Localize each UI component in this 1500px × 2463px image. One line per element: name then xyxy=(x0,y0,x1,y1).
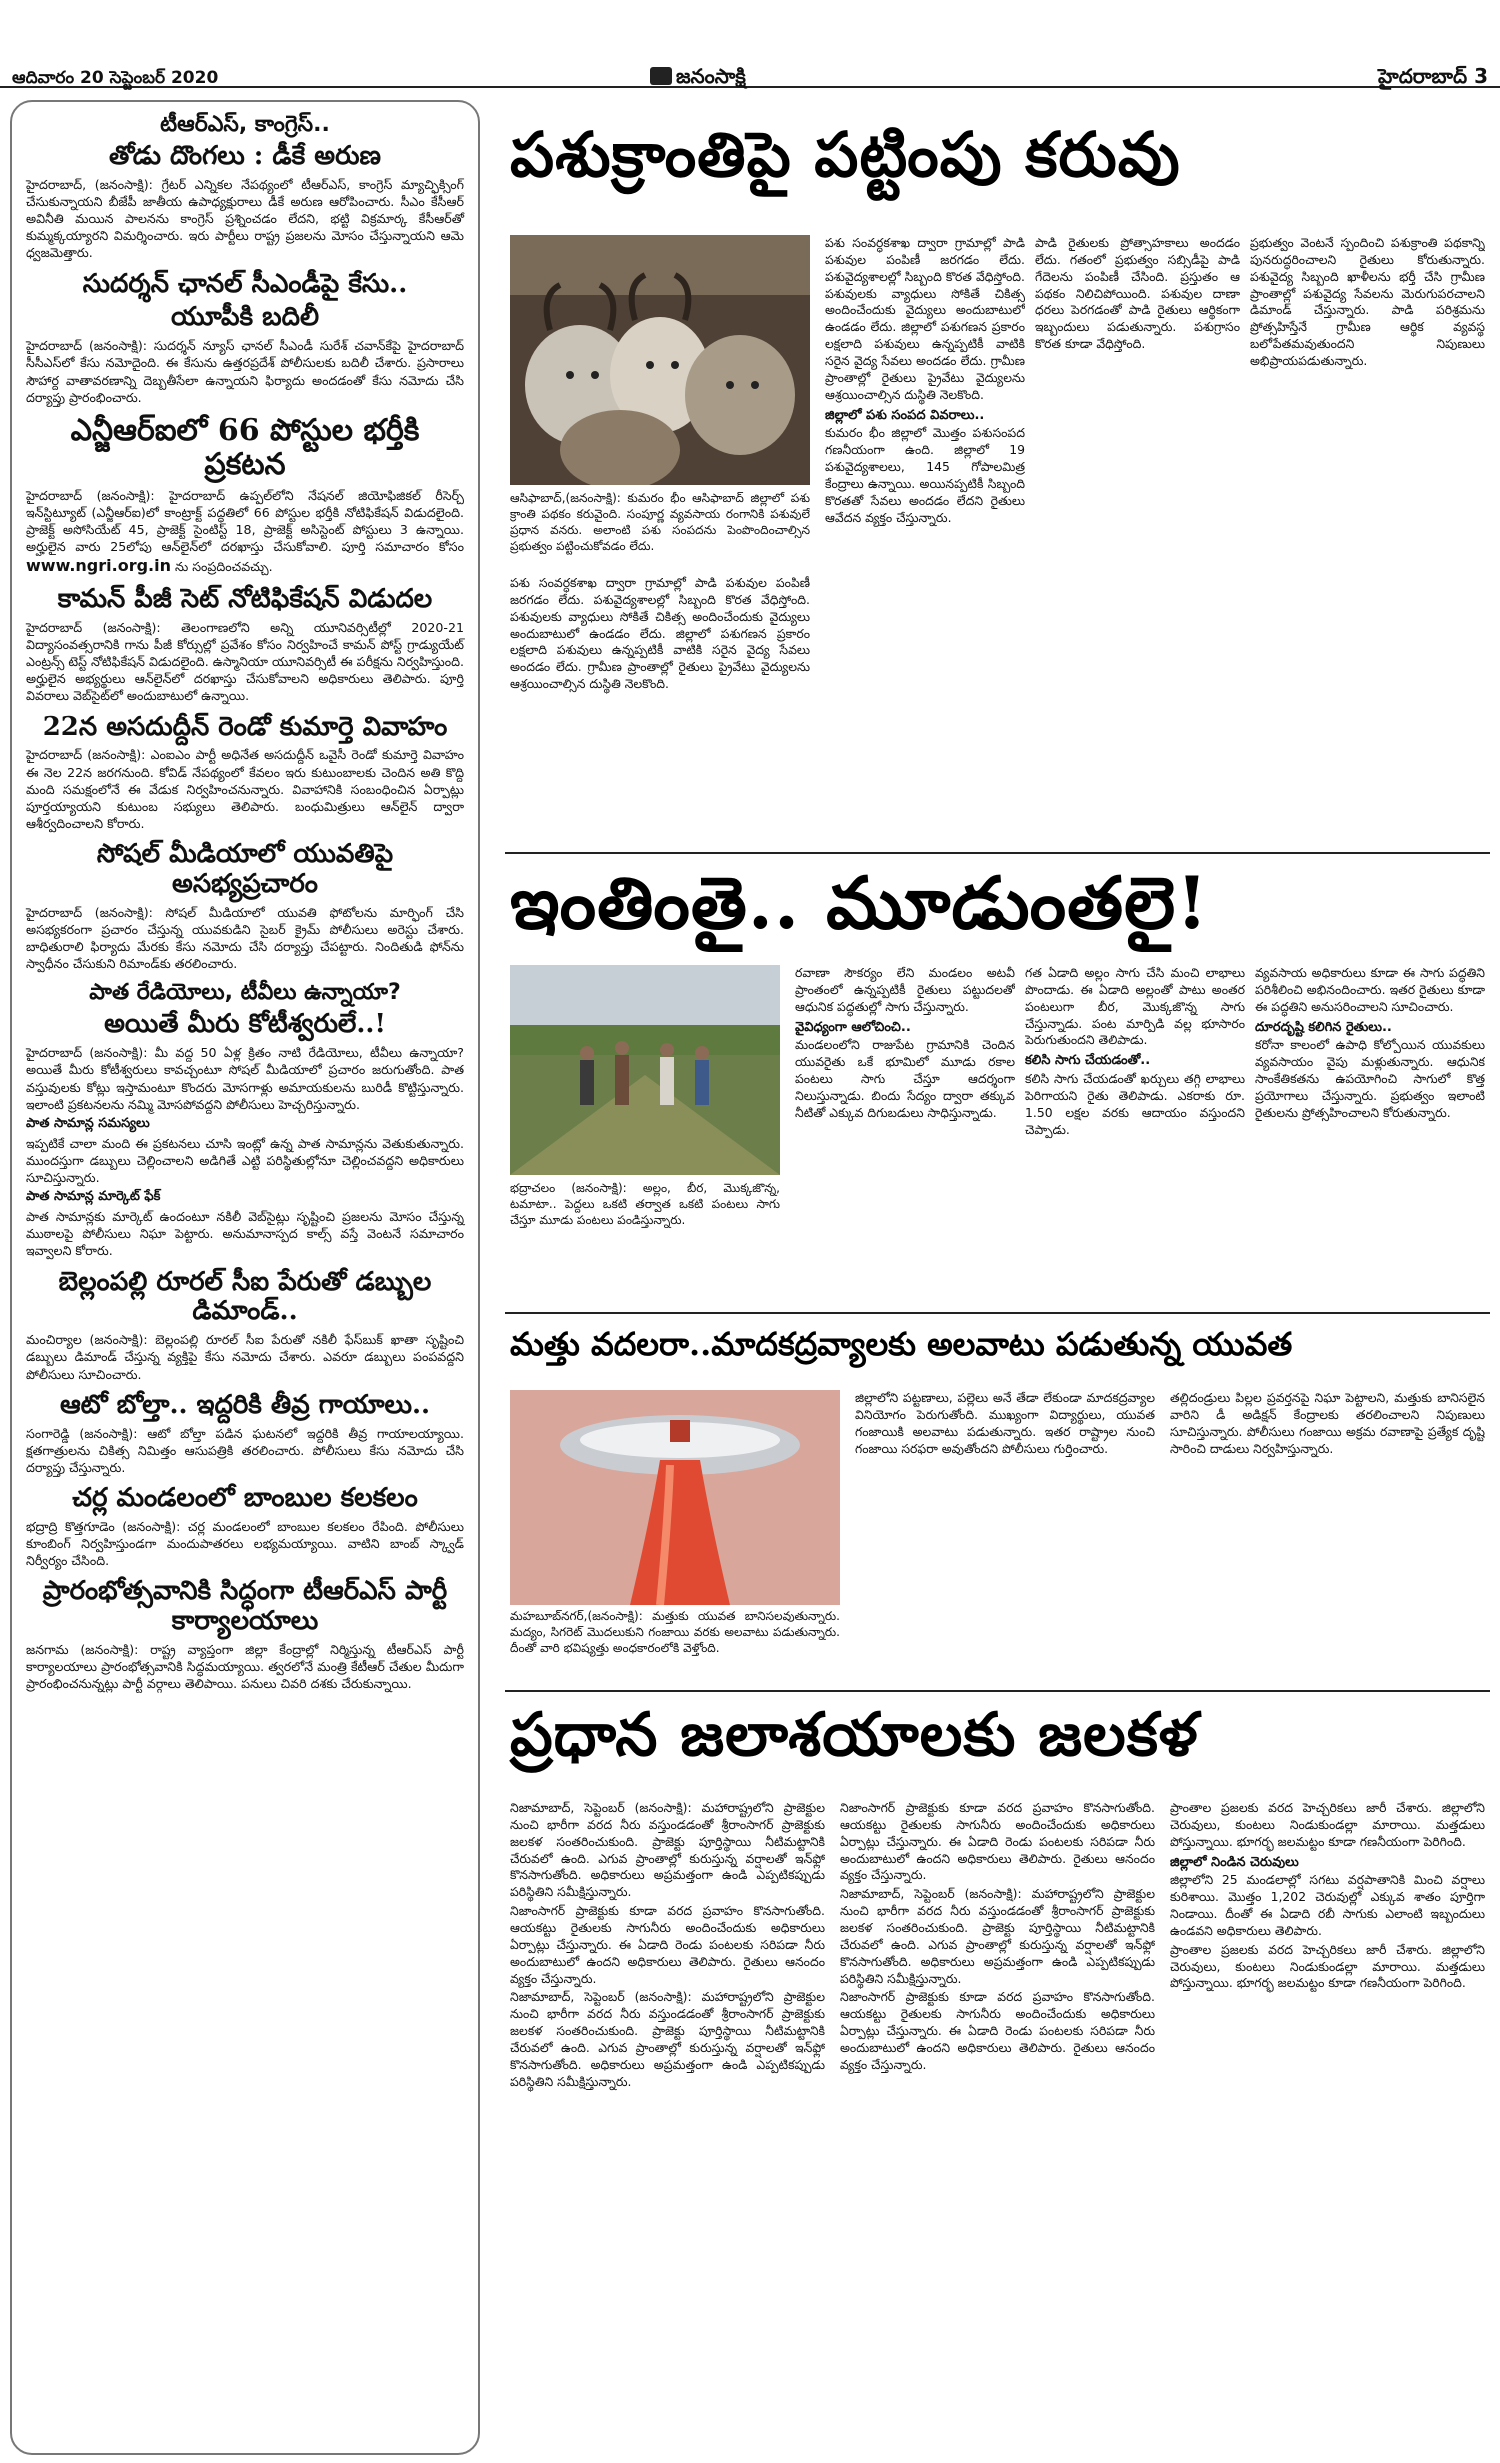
brief-title: సుదర్శన్ ఛానల్ సీఎండీపై కేసు.. xyxy=(82,268,408,299)
story4-body: ప్రాంతాల ప్రజలకు వరద హెచ్చరికలు జారీ చేశారు. జిల్లాలోని చెరువులు, కుంటలు నిండుకుండల్లా మారాయి. మత్తడులు పోస్తున్నాయి. భూగర్భ జలమట్టం కూడా గణనీయంగా పెరిగింది. xyxy=(1170,1941,1485,1991)
story1-column-lower xyxy=(510,575,810,840)
story2-body: మండలంలోని రాజుపేట గ్రామానికి చెందిన యువరైతు ఒకే భూమిలో మూడు రకాల పంటలు సాగు చేస్తూ ఆదర్శంగా నిలుస్తున్నాడు. బిందు సేద్యం ద్వారా తక్కువ నీటితో ఎక్కువ దిగుబడులు సాధిస్తున్నాడు. xyxy=(795,1037,1015,1120)
brief-body-tail: ను సంప్రదించవచ్చు. xyxy=(175,559,273,575)
divider xyxy=(505,1312,1490,1314)
brief-title: ఆటో బోల్తా.. ఇద్దరికి తీవ్ర గాయాలు.. xyxy=(59,1389,431,1420)
story4-body: నిజాంసాగర్ ప్రాజెక్టుకు కూడా వరద ప్రవాహం కొనసాగుతోంది. ఆయకట్టు రైతులకు సాగునీరు అందించేందుకు అధికారులు ఏర్పాట్లు చేస్తున్నారు. ఈ ఏడాది రెండు పంటలకు సరిపడా నీరు అందుబాటులో ఉందని అధికారులు తెలిపారు. రైతులు ఆనందం వ్యక్తం చేస్తున్నారు. xyxy=(840,1989,1155,2072)
story3-headline: మత్తు వదలరా..మాదకద్రవ్యాలకు అలవాటు పడుతున్న యువత xyxy=(510,1325,1293,1363)
brief-title: చర్ల మండలంలో బాంబుల కలకలం xyxy=(72,1482,418,1513)
brief-title: కామన్ పీజీ సెట్ నోటిఫికేషన్ విడుదల xyxy=(57,584,433,615)
story1-body: పశు సంవర్ధకశాఖ ద్వారా గ్రామాల్లో పాడి పశువుల పంపిణీ జరగడం లేదు. పశువైద్యశాలల్లో సిబ్బంది కొరత వేధిస్తోంది. పశువులకు వ్యాధులు సోకితే చికిత్స అందించేందుకు వైద్యులు అందుబాటులో ఉండడం లేదు. జిల్లాలో పశుగణన ప్రకారం లక్షలాది పశువులు ఉన్నప్పటికీ వాటికి సరైన వైద్య సేవలు అందడం లేదు. గ్రామీణ ప్రాంతాల్లో రైతులు ప్రైవేటు వైద్యులను ఆశ్రయించాల్సిన దుస్థితి నెలకొంది. xyxy=(825,235,1025,402)
story3-column-1 xyxy=(855,1390,1155,1680)
story4-column-1 xyxy=(510,1800,825,2450)
story1-body: ప్రభుత్వం వెంటనే స్పందించి పశుక్రాంతి పథకాన్ని పునరుద్ధరించాలని రైతులు కోరుతున్నారు. పశువైద్య సిబ్బంది ఖాళీలను భర్తీ చేసి గ్రామీణ ప్రాంతాల్లో పశువైద్య సేవలను మెరుగుపరచాలని డిమాండ్ చేస్తున్నారు. పాడి పరిశ్రమను ప్రోత్సహిస్తేనే గ్రామీణ ఆర్థిక వ్యవస్థ బలోపేతమవుతుందని నిపుణులు అభిప్రాయపడుతున్నారు. xyxy=(1250,235,1485,369)
story2-subhead: దూరదృష్టి కలిగిన రైతులు.. xyxy=(1255,1019,1392,1035)
hookah-photo xyxy=(510,1390,840,1605)
brief-social-media xyxy=(26,840,464,972)
masthead xyxy=(0,0,1500,88)
divider xyxy=(505,1690,1490,1692)
brief-auto-accident xyxy=(26,1391,464,1476)
brief-body: మంచిర్యాల (జనంసాక్షి): బెల్లంపల్లి రూరల్ సీఐ పేరుతో నకిలీ ఫేస్‌బుక్ ఖాతా సృష్టించి డబ్బులు డిమాండ్ చేస్తున్న వ్యక్తిపై కేసు నమోదు చేశారు. ఎవరూ డబ్బులు పంపవద్దని పోలీసులు సూచించారు. xyxy=(26,1332,464,1382)
story1-body: పశు సంవర్ధకశాఖ ద్వారా గ్రామాల్లో పాడి పశువుల పంపిణీ జరగడం లేదు. పశువైద్యశాలల్లో సిబ్బంది కొరత వేధిస్తోంది. పశువులకు వ్యాధులు సోకితే చికిత్స అందించేందుకు వైద్యులు అందుబాటులో ఉండడం లేదు. జిల్లాలో పశుగణన ప్రకారం లక్షలాది పశువులు ఉన్నప్పటికీ వాటికి సరైన వైద్య సేవలు అందడం లేదు. గ్రామీణ ప్రాంతాల్లో రైతులు ప్రైవేటు వైద్యులను ఆశ్రయించాల్సిన దుస్థితి నెలకొంది. xyxy=(510,575,810,692)
brief-subhead: పాత సామాన్ల మార్కెట్ ఫేక్ xyxy=(26,1189,161,1205)
brief-charla-bombs xyxy=(26,1484,464,1569)
story3-body: జిల్లాలోని పట్టణాలు, పల్లెలు అనే తేడా లేకుండా మాదకద్రవ్యాల వినియోగం పెరుగుతోంది. ముఖ్యంగా విద్యార్థులు, యువత గంజాయికి అలవాటు పడుతున్నారు. ఇతర రాష్ట్రాల నుంచి గంజాయి సరఫరా అవుతోందని పోలీసులు గుర్తించారు. xyxy=(855,1390,1155,1456)
story4-body: నిజామాబాద్, సెప్టెంబర్ (జనంసాక్షి): మహారాష్ట్రలోని ప్రాజెక్టుల నుంచి భారీగా వరద నీరు వస్తుండడంతో శ్రీరాంసాగర్ ప్రాజెక్టుకు జలకళ సంతరించుకుంది. ప్రాజెక్టు పూర్తిస్థాయి నీటిమట్టానికి చేరువలో ఉంది. ఎగువ ప్రాంతాల్లో కురుస్తున్న వర్షాలతో ఇన్‌ఫ్లో కొనసాగుతోంది. అధికారులు అప్రమత్తంగా ఉండి ఎప్పటికప్పుడు పరిస్థితిని సమీక్షిస్తున్నారు. xyxy=(510,1989,825,2089)
brief-pgcet xyxy=(26,585,464,705)
hookah-illustration xyxy=(510,1390,840,1605)
brief-old-radios xyxy=(26,980,464,1259)
brief-body: హైదరాబాద్ (జనంసాక్షి): ఎంఐఎం పార్టీ అధినేత అసదుద్దీన్ ఒవైసీ రెండో కుమార్తె వివాహం ఈ నెల 22న జరగనుంది. కోవిడ్ నేపథ్యంలో కేవలం ఇరు కుటుంబాలకు చెందిన అతి కొద్ది మంది సమక్షంలోనే ఈ వేడుక నిర్వహించనున్నారు. వివాహానికి సంబంధించిన ఏర్పాట్లు పూర్తయ్యాయని కుటుంబ సభ్యులు తెలిపారు. బంధుమిత్రులు ఆన్‌లైన్ ద్వారా ఆశీర్వదించాలని కోరారు. xyxy=(26,747,464,831)
brief-body: హైదరాబాద్ (జనంసాక్షి): సుదర్శన్ న్యూస్ ఛానల్ సీఎండీ సురేశ్ చవాన్‌కేపై హైదరాబాద్ సీసీఎస్‌లో కేసు నమోదైంది. ఈ కేసును ఉత్తరప్రదేశ్ పోలీసులకు బదిలీ చేశారు. ప్రసారాలు సౌహార్ద వాతావరణాన్ని దెబ్బతీసేలా ఉన్నాయని ఫిర్యాదు అందడంతో కేసు నమోదు చేసి దర్యాప్తు ప్రారంభించారు. xyxy=(26,338,464,405)
story1-column-1 xyxy=(825,235,1025,840)
brief-title-2: యూపీకి బదిలీ xyxy=(170,302,320,333)
story3-column-2 xyxy=(1170,1390,1485,1680)
story3-body: తల్లిదండ్రులు పిల్లల ప్రవర్తనపై నిఘా పెట్టాలని, మత్తుకు బానిసలైన వారిని డీ అడిక్షన్ కేంద్రాలకు తరలించాలని నిపుణులు సూచిస్తున్నారు. పోలీసులు గంజాయి అక్రమ రవాణాపై ప్రత్యేక దృష్టి సారించి దాడులు నిర్వహిస్తున్నారు. xyxy=(1170,1390,1485,1456)
story2-column-2 xyxy=(1025,965,1245,1305)
cattle-photo xyxy=(510,235,810,485)
farm-illustration xyxy=(510,965,780,1175)
brief-body: పాత సామాన్లకు మార్కెట్ ఉందంటూ నకిలీ వెబ్‌సైట్లు సృష్టించి ప్రజలను మోసం చేస్తున్న ముఠాలపై పోలీసులు నిఘా పెట్టారు. అనుమానాస్పద కాల్స్ వస్తే వెంటనే సమాచారం ఇవ్వాలని కోరారు. xyxy=(26,1209,464,1259)
news-briefs-sidebar xyxy=(10,100,480,2455)
story2-body: గత ఏడాది అల్లం సాగు చేసి మంచి లాభాలు పొందాడు. ఈ ఏడాది అల్లంతో పాటు అంతర పంటలుగా బీర, మొక్కజొన్న సాగు చేస్తున్నాడు. పంట మార్పిడి వల్ల భూసారం పెరుగుతుందని తెలిపాడు. xyxy=(1025,965,1245,1048)
divider xyxy=(505,852,1490,854)
issue-date: ఆదివారం 20 సెప్టెంబర్ 2020 xyxy=(12,68,219,88)
brief-ngri-posts xyxy=(26,414,464,577)
brief-title: ఎన్జీఆర్ఐలో 66 పోస్టుల భర్తీకి ప్రకటన xyxy=(70,412,420,483)
story1-column-2 xyxy=(1035,235,1240,840)
story4-column-2 xyxy=(840,1800,1155,2450)
paper-name: జనంసాక్షి xyxy=(676,64,746,88)
cattle-illustration xyxy=(510,235,810,485)
brief-bellampalli-ci xyxy=(26,1268,464,1383)
brief-owaisi-wedding xyxy=(26,713,464,833)
story2-body: వ్యవసాయ అధికారులు కూడా ఈ సాగు పద్ధతిని పరిశీలించి అభినందించారు. ఇతర రైతులు కూడా ఈ పద్ధతిని అనుసరించాలని సూచించారు. xyxy=(1255,965,1485,1014)
story1-column-3 xyxy=(1250,235,1485,840)
brief-body: జనగామ (జనంసాక్షి): రాష్ట్ర వ్యాప్తంగా జిల్లా కేంద్రాల్లో నిర్మిస్తున్న టీఆర్ఎస్ పార్టీ కార్యాలయాలు ప్రారంభోత్సవానికి సిద్ధమయ్యాయి. త్వరలోనే మంత్రి కేటీఆర్ చేతుల మీదుగా ప్రారంభించనున్నట్లు పార్టీ వర్గాలు తెలిపాయి. పనులు చివరి దశకు చేరుకున్నాయి. xyxy=(26,1641,464,1692)
story2-body: రవాణా సౌకర్యం లేని మండలం అటవీ ప్రాంతంలో ఉన్నప్పటికీ రైతులు పట్టుదలతో ఆధునిక పద్ధతుల్లో సాగు చేస్తున్నారు. xyxy=(795,965,1015,1014)
brief-body xyxy=(26,487,464,577)
story2-subhead: కలిసి సాగు చేయడంతో.. xyxy=(1025,1053,1151,1069)
story4-body: జిల్లాలోని 25 మండలాల్లో సగటు వర్షపాతానికి మించి వర్షాలు కురిశాయి. మొత్తం 1,202 చెరువుల్లో ఎక్కువ శాతం పూర్తిగా నిండాయి. దీంతో ఈ ఏడాది రబీ సాగుకు ఎలాంటి ఇబ్బందులు ఉండవని అధికారులు తెలిపారు. xyxy=(1170,1872,1485,1938)
brief-title: బెల్లంపల్లి రూరల్ సీఐ పేరుతో డబ్బుల డిమాండ్.. xyxy=(58,1266,432,1327)
story1-headline: పశుక్రాంతిపై పట్టింపు కరువు xyxy=(510,118,1181,191)
brief-title: అయితే మీరు కోటీశ్వరులే..! xyxy=(104,1009,386,1040)
brief-trs-offices xyxy=(26,1577,464,1692)
brief-body: ఇప్పటికే చాలా మంది ఈ ప్రకటనలు చూసి ఇంట్లో ఉన్న పాత సామాన్లను వెతుకుతున్నారు. ముందస్తుగా డబ్బులు చెల్లించాలని అడిగితే ఎట్టి పరిస్థితుల్లోనూ చెల్లించవద్దని అధికారులు సూచిస్తున్నారు. xyxy=(26,1135,464,1185)
brief-body: భద్రాద్రి కొత్తగూడెం (జనంసాక్షి): చర్ల మండలంలో బాంబుల కలకలం రేపింది. పోలీసులు కూంబింగ్ నిర్వహిస్తుండగా మందుపాతరలు లభ్యమయ్యాయి. వాటిని బాంబ్ స్క్వాడ్ నిర్వీర్యం చేసింది. xyxy=(26,1518,464,1569)
story4-body: నిజాంసాగర్ ప్రాజెక్టుకు కూడా వరద ప్రవాహం కొనసాగుతోంది. ఆయకట్టు రైతులకు సాగునీరు అందించేందుకు అధికారులు ఏర్పాట్లు చేస్తున్నారు. ఈ ఏడాది రెండు పంటలకు సరిపడా నీరు అందుబాటులో ఉందని అధికారులు తెలిపారు. రైతులు ఆనందం వ్యక్తం చేస్తున్నారు. xyxy=(840,1800,1155,1883)
story4-column-3 xyxy=(1170,1800,1485,2450)
story1-body: పాడి రైతులకు ప్రోత్సాహకాలు అందడం లేదు. గతంలో ప్రభుత్వం సబ్సిడీపై పాడి గేదెలను పంపిణీ చేసింది. ప్రస్తుతం ఆ పథకం నిలిచిపోయింది. పశువుల దాణా ధరలు పెరగడంతో పాడి రైతులు ఆర్థికంగా ఇబ్బందులు పడుతున్నారు. పశుగ్రాసం కొరత కూడా వేధిస్తోంది. xyxy=(1035,235,1240,352)
brief-trs-congress xyxy=(26,112,464,262)
story2-column-3 xyxy=(1255,965,1485,1305)
story2-column-1 xyxy=(795,965,1015,1305)
farm-photo xyxy=(510,965,780,1175)
story4-body: నిజామాబాద్, సెప్టెంబర్ (జనంసాక్షి): మహారాష్ట్రలోని ప్రాజెక్టుల నుంచి భారీగా వరద నీరు వస్తుండడంతో శ్రీరాంసాగర్ ప్రాజెక్టుకు జలకళ సంతరించుకుంది. ప్రాజెక్టు పూర్తిస్థాయి నీటిమట్టానికి చేరువలో ఉంది. ఎగువ ప్రాంతాల్లో కురుస్తున్న వర్షాలతో ఇన్‌ఫ్లో కొనసాగుతోంది. అధికారులు అప్రమత్తంగా ఉండి ఎప్పటికప్పుడు పరిస్థితిని సమీక్షిస్తున్నారు. xyxy=(840,1886,1155,1986)
paper-logo xyxy=(650,64,746,93)
hookah-photo-caption: మహబూబ్‌నగర్,(జనంసాక్షి): మత్తుకు యువత బానిసలవుతున్నారు. మద్యం, సిగరెట్ మొదలుకుని గంజాయి వరకు అలవాటు పడుతున్నారు. దీంతో వారి భవిష్యత్తు అంధకారంలోకి వెళ్తోంది. xyxy=(510,1609,840,1656)
story4-subhead: జిల్లాలో నిండిన చెరువులు xyxy=(1170,1854,1299,1870)
brief-subhead: పాత సామాన్ల సమస్యలు xyxy=(26,1115,150,1131)
brief-body: హైదరాబాద్ (జనంసాక్షి): మీ వద్ద 50 ఏళ్ల క్రితం నాటి రేడియోలు, టీవీలు ఉన్నాయా? అయితే మీరు కోటీశ్వరులు కావచ్చంటూ సోషల్ మీడియాలో ప్రచారం జరుగుతోంది. పాత వస్తువులకు కోట్లు ఇస్తామంటూ కొందరు మోసగాళ్లు అమాయకులను బురిడీ కొట్టిస్తున్నారు. ఇలాంటి ప్రకటనలను నమ్మి మోసపోవద్దని పోలీసులు హెచ్చరిస్తున్నారు. xyxy=(26,1045,464,1112)
brief-body: హైదరాబాద్ (జనంసాక్షి): తెలంగాణలోని అన్ని యూనివర్సిటీల్లో 2020-21 విద్యాసంవత్సరానికి గాను పీజీ కోర్సుల్లో ప్రవేశం కోసం నిర్వహించే కామన్ పోస్ట్ గ్రాడ్యుయేట్ ఎంట్రన్స్ టెస్ట్ నోటిఫికేషన్ విడుదలైంది. ఉస్మానియా యూనివర్సిటీ ఈ పరీక్షను నిర్వహిస్తుంది. అర్హులైన అభ్యర్థులు ఆన్‌లైన్‌లో దరఖాస్తు చేసుకోవాలని అధికారులు తెలిపారు. పూర్తి వివరాలు వెబ్‌సైట్‌లో అందుబాటులో ఉన్నాయి. xyxy=(26,619,464,704)
farm-photo-caption: భద్రాచలం (జనంసాక్షి): అల్లం, బీర, మొక్కజొన్న, టమాటా.. పెద్దలు ఒకటి తర్వాత ఒకటి పంటలు సాగు చేస్తూ మూడు పంటలు పండిస్తున్నారు. xyxy=(510,1181,780,1228)
brief-body: హైదరాబాద్, (జనంసాక్షి): గ్రేటర్ ఎన్నికల నేపథ్యంలో టీఆర్ఎస్, కాంగ్రెస్ మ్యాచ్ఫిక్సింగ్ చేసుకున్నాయని బీజేపీ జాతీయ ఉపాధ్యక్షురాలు డీకే అరుణ ఆరోపించారు. సీఎం కేసీఆర్ అవినీతి మయిన పాలనను కాంగ్రెస్ ప్రశ్నించడం లేదని, భట్టి విక్రమార్క కేసీఆర్‌తో కుమ్మక్కయ్యారని విమర్శించారు. ఇరు పార్టీలు రాష్ట్ర ప్రజలను మోసం చేస్తున్నాయని ఆమె ధ్వజమెత్తారు. xyxy=(26,176,464,261)
ngri-website-link[interactable]: www.ngri.org.in xyxy=(26,556,171,576)
story4-headline: ప్రధాన జలాశయాలకు జలకళ xyxy=(510,1700,1199,1770)
brief-title: 22న అసదుద్దీన్ రెండో కుమార్తె వివాహం xyxy=(42,711,448,742)
brief-body: సంగారెడ్డి (జనంసాక్షి): ఆటో బోల్తా పడిన ఘటనలో ఇద్దరికి తీవ్ర గాయాలయ్యాయి. క్షతగాత్రులను చికిత్స నిమిత్తం ఆసుపత్రికి తరలించారు. పోలీసులు కేసు నమోదు చేసి దర్యాప్తు చేస్తున్నారు. xyxy=(26,1425,464,1475)
story2-body: కలిసి సాగు చేయడంతో ఖర్చులు తగ్గి లాభాలు పెరిగాయని రైతు తెలిపాడు. ఎకరాకు రూ. 1.50 లక్షల వరకు ఆదాయం వస్తుందని చెప్పాడు. xyxy=(1025,1070,1245,1137)
brief-title: తోడు దొంగలు : డీకే అరుణ xyxy=(109,141,381,171)
brief-sudarshan-channel xyxy=(26,270,464,406)
cattle-photo-caption: ఆసిఫాబాద్,(జనంసాక్షి): కుమరం భీం ఆసిఫాబాద్ జిల్లాలో పశు క్రాంతి పథకం కరువైంది. సంపూర్ణ వ్యవసాయ రంగానికి పశువులే ప్రధాన వనరు. అలాంటి పశు సంపదను పెంపొందించాల్సిన ప్రభుత్వం పట్టించుకోవడం లేదు. xyxy=(510,491,810,554)
brief-body-text: హైదరాబాద్ (జనంసాక్షి): హైదరాబాద్ ఉప్పల్‌లోని నేషనల్ జియోఫిజికల్ రీసెర్చ్ ఇన్‌స్టిట్యూట్ (ఎన్జీఆర్ఐ)లో కాంట్రాక్ట్ పద్ధతిలో 66 పోస్టుల భర్తీకి నోటిఫికేషన్ విడుదలైంది. ప్రాజెక్ట్ అసోసియేట్ 45, ప్రాజెక్ట్ సైంటిస్ట్ 18, ప్రాజెక్ట్ అసిస్టెంట్ పోస్టులు 3 ఉన్నాయి. అర్హులైన వారు 25లోపు ఆన్‌లైన్‌లో దరఖాస్తు చేసుకోవాలి. పూర్తి సమాచారం కోసం xyxy=(26,487,464,555)
story4-body: నిజామాబాద్, సెప్టెంబర్ (జనంసాక్షి): మహారాష్ట్రలోని ప్రాజెక్టుల నుంచి భారీగా వరద నీరు వస్తుండడంతో శ్రీరాంసాగర్ ప్రాజెక్టుకు జలకళ సంతరించుకుంది. ప్రాజెక్టు పూర్తిస్థాయి నీటిమట్టానికి చేరువలో ఉంది. ఎగువ ప్రాంతాల్లో కురుస్తున్న వర్షాలతో ఇన్‌ఫ్లో కొనసాగుతోంది. అధికారులు అప్రమత్తంగా ఉండి ఎప్పటికప్పుడు పరిస్థితిని సమీక్షిస్తున్నారు. xyxy=(510,1800,825,1900)
brief-title: ప్రారంభోత్సవానికి సిద్ధంగా టీఆర్ఎస్ పార్టీ కార్యాలయాలు xyxy=(42,1576,448,1637)
brief-body: హైదరాబాద్ (జనంసాక్షి): సోషల్ మీడియాలో యువతి ఫోటోలను మార్ఫింగ్ చేసి అసభ్యకరంగా ప్రచారం చేస్తున్న యువకుడిని సైబర్ క్రైమ్ పోలీసులు అరెస్టు చేశారు. బాధితురాలి ఫిర్యాదు మేరకు కేసు నమోదు చేసి దర్యాప్తు చేపట్టారు. నిందితుడి ఫోన్‌ను స్వాధీనం చేసుకుని రిమాండ్‌కు తరలించారు. xyxy=(26,904,464,972)
brief-kicker: టీఆర్ఎస్, కాంగ్రెస్.. xyxy=(160,112,330,137)
brief-kicker: పాత రేడియోలు, టీవీలు ఉన్నాయా? xyxy=(89,980,401,1006)
page-label: హైదరాబాద్ 3 xyxy=(1378,64,1488,88)
brief-title: సోషల్ మీడియాలో యువతిపై అసభ్యప్రచారం xyxy=(96,839,394,899)
story2-subhead: వైవిధ్యంగా ఆలోచించి.. xyxy=(795,1019,911,1035)
story4-body: ప్రాంతాల ప్రజలకు వరద హెచ్చరికలు జారీ చేశారు. జిల్లాలోని చెరువులు, కుంటలు నిండుకుండల్లా మారాయి. మత్తడులు పోస్తున్నాయి. భూగర్భ జలమట్టం కూడా గణనీయంగా పెరిగింది. xyxy=(1170,1800,1485,1849)
logo-icon xyxy=(650,67,672,85)
story1-subhead: జిల్లాలో పశు సంపద వివరాలు.. xyxy=(825,407,985,423)
story2-headline: ఇంతింతై.. మూడుంతలై! xyxy=(510,860,1209,945)
story2-body: కరోనా కాలంలో ఉపాధి కోల్పోయిన యువకులు వ్యవసాయం వైపు మళ్లుతున్నారు. ఆధునిక సాంకేతికతను ఉపయోగించి సాగులో కొత్త ప్రయోగాలు చేస్తున్నారు. ప్రభుత్వం ఇలాంటి రైతులను ప్రోత్సహించాలని కోరుతున్నారు. xyxy=(1255,1037,1485,1120)
story4-body: నిజాంసాగర్ ప్రాజెక్టుకు కూడా వరద ప్రవాహం కొనసాగుతోంది. ఆయకట్టు రైతులకు సాగునీరు అందించేందుకు అధికారులు ఏర్పాట్లు చేస్తున్నారు. ఈ ఏడాది రెండు పంటలకు సరిపడా నీరు అందుబాటులో ఉందని అధికారులు తెలిపారు. రైతులు ఆనందం వ్యక్తం చేస్తున్నారు. xyxy=(510,1903,825,1986)
story1-body: కుమరం భీం జిల్లాలో మొత్తం పశుసంపద గణనీయంగా ఉంది. జిల్లాలో 19 పశువైద్యశాలలు, 145 గోపాలమిత్ర కేంద్రాలు ఉన్నాయి. అయినప్పటికీ సిబ్బంది కొరతతో సేవలు అందడం లేదని రైతులు ఆవేదన వ్యక్తం చేస్తున్నారు. xyxy=(825,425,1025,525)
